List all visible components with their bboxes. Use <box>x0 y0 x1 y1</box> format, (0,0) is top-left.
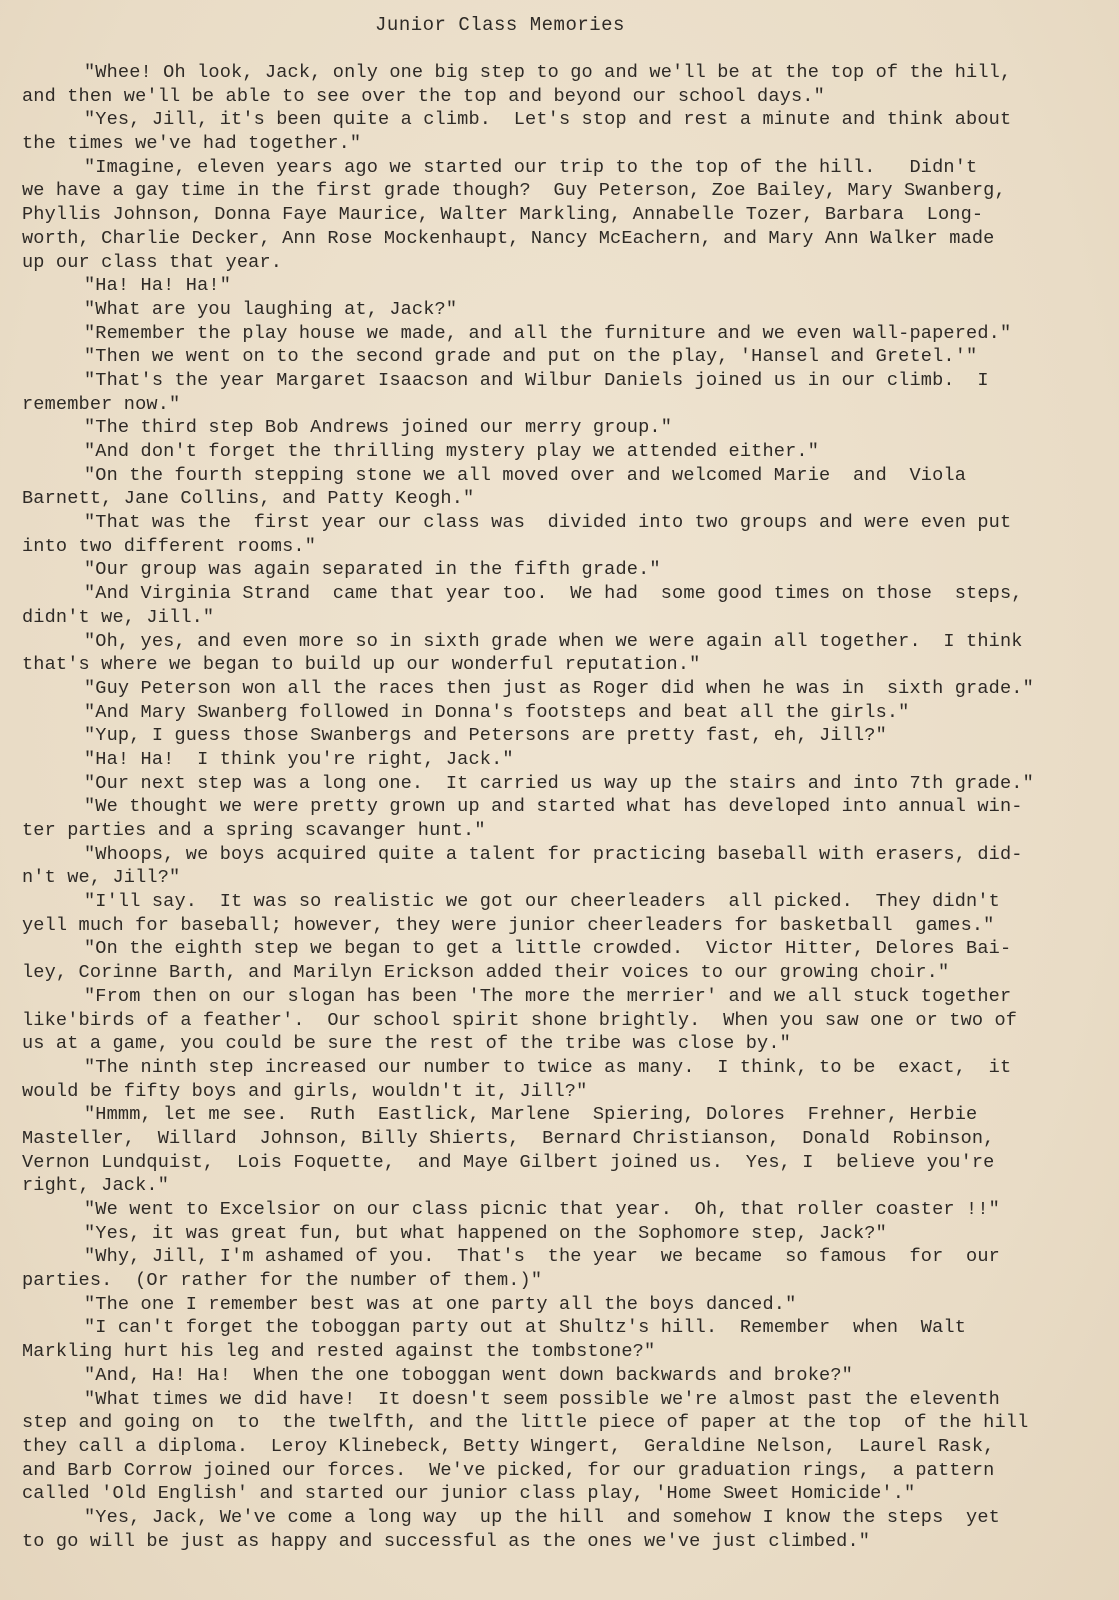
text-line: "Oh, yes, and even more so in sixth grade when we were again all together. I think <box>84 630 1023 652</box>
text-line: "Our group was again separated in the fifth grade." <box>84 559 661 581</box>
text-line: remember now." <box>22 393 181 415</box>
text-line: parties. (Or rather for the number of them.)" <box>22 1270 543 1292</box>
text-line: "We thought we were pretty grown up and started what has developed into annual win- <box>84 796 1023 818</box>
text-line: called 'Old English' and started our junior class play, 'Home Sweet Homicide'." <box>22 1483 916 1505</box>
text-line: "That's the year Margaret Isaacson and Wilbur Daniels joined us in our climb. I <box>84 369 989 391</box>
text-line: and Barb Corrow joined our forces. We've picked, for our graduation rings, a pattern <box>22 1459 995 1481</box>
text-line: "Ha! Ha! I think you're right, Jack." <box>84 748 514 770</box>
text-line: us at a game, you could be sure the rest of the tribe was close by." <box>22 1033 791 1055</box>
text-line: they call a diploma. Leroy Klinebeck, Betty Wingert, Geraldine Nelson, Laurel Rask, <box>22 1435 995 1457</box>
text-line: "And Virginia Strand came that year too. We had some good times on those steps, <box>84 583 1023 605</box>
text-line: worth, Charlie Decker, Ann Rose Mockenhaupt, Nancy McEachern, and Mary Ann Walker made <box>22 227 995 249</box>
text-line: "And Mary Swanberg followed in Donna's footsteps and beat all the girls." <box>84 701 910 723</box>
text-line: "Ha! Ha! Ha!" <box>84 275 232 297</box>
text-line: didn't we, Jill." <box>22 606 215 628</box>
text-line: right, Jack." <box>22 1175 170 1197</box>
document-body <box>22 61 1078 1553</box>
text-line: ter parties and a spring scavanger hunt." <box>22 820 486 841</box>
text-line: Barnett, Jane Collins, and Patty Keogh." <box>22 488 475 510</box>
page-title: Junior Class Memories <box>375 14 625 36</box>
text-line: "I can't forget the toboggan party out at Shultz's hill. Remember when Walt <box>84 1317 967 1339</box>
text-line: "On the fourth stepping stone we all moved over and welcomed Marie and Viola <box>84 464 967 486</box>
text-line: "Yes, Jack, We've come a long way up the hill and somehow I know the steps yet <box>84 1506 1000 1528</box>
text-line: "Why, Jill, I'm ashamed of you. That's the year we became so famous for our <box>84 1246 1000 1268</box>
text-line: "Yup, I guess those Swanbergs and Petersons are pretty fast, eh, Jill?" <box>84 725 887 747</box>
text-line: ley, Corinne Barth, and Marilyn Erickson added their voices to our growing choir." <box>22 962 950 984</box>
text-line: yell much for baseball; however, they were junior cheerleaders for basketball games." <box>22 914 995 936</box>
text-line: "The ninth step increased our number to twice as many. I think, to be exact, it <box>84 1056 1012 1078</box>
text-line: "Imagine, eleven years ago we started our trip to the top of the hill. Didn't <box>84 156 978 178</box>
text-line: into two different rooms." <box>22 535 317 557</box>
text-line: to go will be just as happy and successful as the ones we've just climbed." <box>22 1530 871 1552</box>
text-line: Masteller, Willard Johnson, Billy Shierts, Bernard Christianson, Donald Robinson, <box>22 1127 995 1149</box>
text-line: "Then we went on to the second grade and put on the play, 'Hansel and Gretel.'" <box>84 346 978 368</box>
text-line: "I'll say. It was so realistic we got our cheerleaders all picked. They didn't <box>84 891 1000 913</box>
text-line: "The one I remember best was at one party all the boys danced." <box>84 1293 797 1315</box>
text-line: we have a gay time in the first grade though? Guy Peterson, Zoe Bailey, Mary Swanberg, <box>22 180 1006 202</box>
text-line: that's where we began to build up our wonderful reputation." <box>22 654 701 676</box>
text-line: "On the eighth step we began to get a little crowded. Victor Hitter, Delores Bai- <box>84 938 1012 960</box>
text-line: "Yes, it was great fun, but what happened on the Sophomore step, Jack?" <box>84 1222 887 1244</box>
text-line: the times we've had together." <box>22 133 362 155</box>
text-line: "Our next step was a long one. It carried us way up the stairs and into 7th grade." <box>84 772 1034 794</box>
text-line: up our class that year. <box>22 251 283 273</box>
text-line: step and going on to the twelfth, and the little piece of paper at the top of the hill <box>22 1412 1029 1434</box>
text-line: "That was the first year our class was divided into two groups and were even put <box>84 512 1012 534</box>
text-line: Markling hurt his leg and rested against the tombstone?" <box>22 1341 656 1363</box>
text-line: "Hmmm, let me see. Ruth Eastlick, Marlene Spiering, Dolores Frehner, Herbie <box>84 1104 978 1126</box>
text-line: n't we, Jill?" <box>22 867 181 889</box>
text-line: like'birds of a feather'. Our school spirit shone brightly. When you saw one or two of <box>22 1009 1018 1031</box>
text-line: "The third step Bob Andrews joined our merry group." <box>84 417 673 439</box>
text-line: "And, Ha! Ha! When the one toboggan went down backwards and broke?" <box>84 1364 853 1386</box>
text-line: Vernon Lundquist, Lois Foquette, and Maye Gilbert joined us. Yes, I believe you're <box>22 1151 995 1173</box>
text-line: "Yes, Jill, it's been quite a climb. Let's stop and rest a minute and think about <box>84 109 1012 131</box>
text-line: and then we'll be able to see over the top and beyond our school days." <box>22 85 825 107</box>
text-line: "We went to Excelsior on our class picnic that year. Oh, that roller coaster !!" <box>84 1199 1000 1220</box>
text-line: "Whee! Oh look, Jack, only one big step to go and we'll be at the top of the hill, <box>84 62 1012 83</box>
text-line: "Whoops, we boys acquired quite a talent for practicing baseball with erasers, did- <box>84 843 1023 865</box>
text-line: Phyllis Johnson, Donna Faye Maurice, Walter Markling, Annabelle Tozer, Barbara Long- <box>22 204 984 226</box>
text-line: "And don't forget the thrilling mystery play we attended either." <box>84 441 820 462</box>
text-line: "What times we did have! It doesn't seem possible we're almost past the eleventh <box>84 1388 1000 1410</box>
text-line: "Remember the play house we made, and all the furniture and we even wall-papered." <box>84 322 1012 344</box>
text-line: "From then on our slogan has been 'The more the merrier' and we all stuck together <box>84 985 1012 1007</box>
text-line: "What are you laughing at, Jack?" <box>84 298 458 320</box>
text-line: "Guy Peterson won all the races then just as Roger did when he was in sixth grade." <box>84 677 1034 699</box>
text-line: would be fifty boys and girls, wouldn't it, Jill?" <box>22 1080 588 1102</box>
